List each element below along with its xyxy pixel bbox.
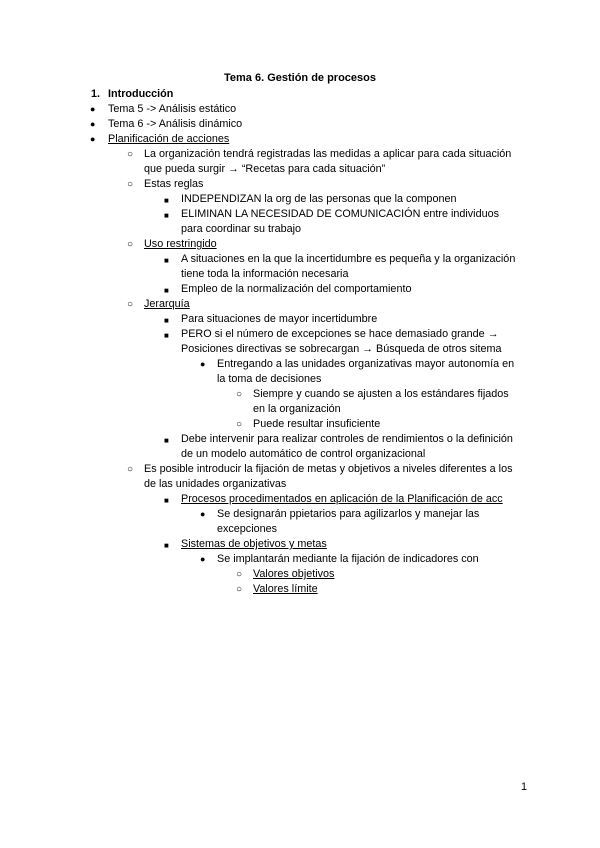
page-number: 1 [521, 781, 528, 793]
list-item-link[interactable]: Procesos procedimentados en aplicación de la Planificación de acc [181, 493, 503, 505]
bullet-circle: ○ [127, 149, 134, 160]
list-item: La organización tendrá registradas las medidas a aplicar para cada situación [144, 148, 512, 160]
bullet-square: ■ [164, 541, 169, 550]
bullet-disc: ● [200, 509, 206, 519]
bullet-circle: ○ [127, 239, 134, 250]
list-item: Puede resultar insuficiente [253, 418, 381, 430]
list-item: Se implantarán mediante la fijación de indicadores con [217, 553, 479, 565]
list-item-link[interactable]: Uso restringido [144, 238, 217, 250]
list-item-continuation: de las unidades organizativas [144, 478, 287, 490]
list-item-link[interactable]: Jerarquía [144, 298, 190, 310]
bullet-circle: ○ [236, 569, 243, 580]
list-item: PERO si el número de excepciones se hace demasiado grande → [181, 328, 499, 340]
bullet-circle: ○ [127, 464, 134, 475]
bullet-disc: ● [200, 554, 206, 564]
bullet-circle: ○ [236, 419, 243, 430]
bullet-disc: ● [200, 359, 206, 369]
document-title: Tema 6. Gestión de procesos [223, 72, 376, 84]
bullet-disc: ● [90, 119, 96, 129]
bullet-circle: ○ [236, 389, 243, 400]
list-item-continuation: en la organización [253, 403, 341, 415]
list-item-continuation: la toma de decisiones [217, 373, 322, 385]
bullet-circle: ○ [236, 584, 243, 595]
list-item-continuation: excepciones [217, 523, 278, 535]
bullet-disc: ● [90, 134, 96, 144]
bullet-square: ■ [164, 286, 169, 295]
list-item: Tema 6 -> Análisis dinámico [108, 118, 243, 130]
list-item-continuation: para coordinar su trabajo [181, 223, 302, 235]
list-item: Siempre y cuando se ajusten a los estándares fijados [253, 388, 509, 400]
list-item: INDEPENDIZAN la org de las personas que la componen [181, 193, 457, 205]
list-item: A situaciones en la que la incertidumbre es pequeña y la organización [181, 253, 516, 265]
list-item: Tema 5 -> Análisis estático [108, 103, 237, 115]
bullet-square: ■ [164, 436, 169, 445]
list-item-link[interactable]: Sistemas de objetivos y metas [181, 538, 327, 550]
list-item: ELIMINAN LA NECESIDAD DE COMUNICACIÓN entre individuos [181, 208, 499, 220]
bullet-square: ■ [164, 316, 169, 325]
list-item-continuation: tiene toda la información necesaria [181, 268, 349, 280]
list-item-continuation: Posiciones directivas se sobrecargan → Búsqueda de otros sitema [181, 343, 502, 355]
list-item: Empleo de la normalización del comportamiento [181, 283, 412, 295]
section-number: 1. [91, 88, 101, 100]
list-item: Debe intervenir para realizar controles de rendimientos o la definición [181, 433, 513, 445]
list-item-continuation: de un modelo automático de control organizacional [181, 448, 426, 460]
list-item: Estas reglas [144, 178, 204, 190]
section-title: Introducción [108, 88, 174, 100]
list-item-continuation: que pueda surgir → “Recetas para cada situación” [144, 163, 386, 175]
list-item: Se designarán ppietarios para agilizarlos y manejar las [217, 508, 480, 520]
bullet-square: ■ [164, 496, 169, 505]
bullet-square: ■ [164, 211, 169, 220]
list-item-link[interactable]: Valores objetivos [253, 568, 335, 580]
list-item-link[interactable]: Planificación de acciones [108, 133, 230, 145]
list-item: Para situaciones de mayor incertidumbre [181, 313, 378, 325]
bullet-square: ■ [164, 331, 169, 340]
bullet-square: ■ [164, 196, 169, 205]
bullet-square: ■ [164, 256, 169, 265]
list-item: Es posible introducir la fijación de metas y objetivos a niveles diferentes a los [144, 463, 513, 475]
bullet-disc: ● [90, 104, 96, 114]
list-item-link[interactable]: Valores límite [253, 583, 318, 595]
bullet-circle: ○ [127, 179, 134, 190]
list-item: Entregando a las unidades organizativas mayor autonomía en [217, 358, 515, 370]
bullet-circle: ○ [127, 299, 134, 310]
